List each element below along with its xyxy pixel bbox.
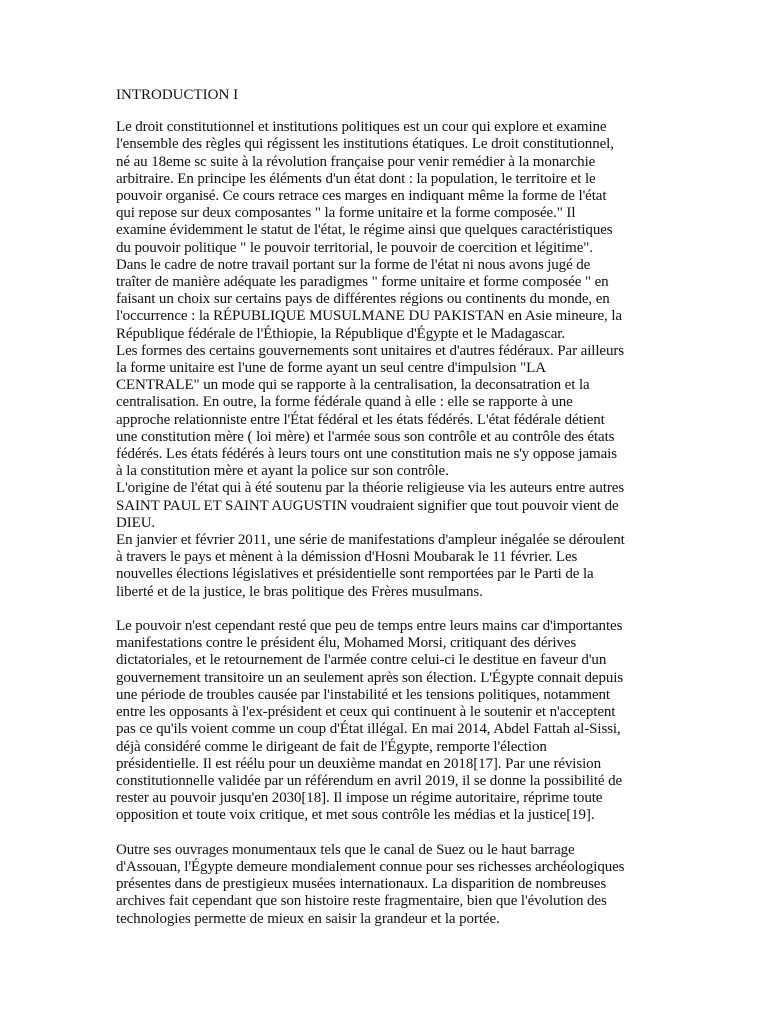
text-line: d'Assouan, l'Égypte demeure mondialement connue pour ses richesses archéologiques [116,858,625,875]
text-line: né au 18eme sc suite à la révolution française pour venir remédier à la monarchie [116,153,596,170]
text-line: une constitution mère ( loi mère) et l'armée sous son contrôle et au contrôle des états [116,428,615,445]
text-line: pas ce qu'ils voient comme un coup d'État illégal. En mai 2014, Abdel Fattah al-Sissi, [116,721,621,738]
text-line: arbitraire. En principe les éléments d'un état dont : la population, le territoire et le [116,170,596,187]
text-line: à travers le pays et mènent à la démission d'Hosni Moubarak le 11 février. Les [116,549,578,566]
document-title: INTRODUCTION I [116,87,239,103]
text-line: manifestations contre le président élu, Mohamed Morsi, critiquant des dérives [116,635,577,652]
text-line: pouvoir organisé. Ce cours retrace ces marges en indiquant même la forme de l'état [116,188,607,205]
paragraph-2 [116,618,768,824]
text-line: Le droit constitutionnel et institutions politiques est un cour qui explore et examine [116,119,607,136]
text-line: faisant un choix sur certains pays de différentes régions ou continents du monde, en [116,291,610,308]
text-line: technologies permette de mieux en saisir la grandeur et la portée. [116,910,500,927]
text-line: rester au pouvoir jusqu'en 2030[18]. Il impose un régime autoritaire, réprime toute [116,790,603,807]
text-line: DIEU. [116,514,156,531]
text-line: une période de troubles causée par l'instabilité et les tensions politiques, notamment [116,686,610,703]
text-line: l'occurrence : la RÉPUBLIQUE MUSULMANE DU PAKISTAN en Asie mineure, la [116,308,622,325]
paragraph-spacer [116,601,768,618]
text-line: du pouvoir politique " le pouvoir territorial, le pouvoir de coercition et légitime". [116,239,593,256]
text-line: nouvelles élections législatives et présidentielle sont remportées par le Parti de la [116,566,594,583]
text-line: présidentielle. Il est réélu pour un deuxième mandat en 2018[17]. Par une révision [116,755,601,772]
text-line: déjà considéré comme le dirigeant de fait de l'Égypte, remporte l'élection [116,738,547,755]
text-line: à la constitution mère et ayant la police sur son contrôle. [116,463,449,480]
text-line: qui repose sur deux composantes " la forme unitaire et la forme composée." Il [116,205,576,222]
paragraph-1 [116,119,768,601]
text-line: la forme unitaire est l'une de forme ayant un seul centre d'impulsion "LA [116,360,546,377]
paragraph-3 [116,842,768,928]
text-line: liberté et de la justice, le bras politique des Frères musulmans. [116,583,483,600]
text-line: L'origine de l'état qui à été soutenu par la théorie religieuse via les auteurs entre autres [116,480,625,497]
text-line: approche relationniste entre l'État fédéral et les états fédérés. L'état fédérale détient [116,411,605,428]
text-line: SAINT PAUL ET SAINT AUGUSTIN voudraient signifier que tout pouvoir vient de [116,497,619,514]
text-line: archives fait cependant que son histoire reste fragmentaire, bien que l'évolution des [116,893,607,910]
text-line: CENTRALE" un mode qui se rapporte à la centralisation, la deconsatration et la [116,377,590,394]
text-line: Les formes des certains gouvernements sont unitaires et d'autres fédéraux. Par ailleurs [116,342,624,359]
paragraph-spacer [116,825,768,842]
text-line: opposition et toute voix critique, et met sous contrôle les médias et la justice[19]. [116,807,595,824]
text-line: constitutionnelle validée par un référendum en avril 2019, il se donne la possibilité de [116,772,623,789]
text-line: gouvernement transitoire un an seulement après son élection. L'Égypte connait depuis [116,669,624,686]
text-line: Outre ses ouvrages monumentaux tels que le canal de Suez ou le haut barrage [116,841,575,858]
text-line: dictatoriales, et le retournement de l'armée contre celui-ci le destitue en faveur d'un [116,652,607,669]
text-line: Dans le cadre de notre travail portant sur la forme de l'état ni nous avons jugé de [116,256,591,273]
text-line: République fédérale de l'Éthiopie, la République d'Égypte et le Madagascar. [116,325,565,342]
text-line: En janvier et février 2011, une série de manifestations d'ampleur inégalée se déroulent [116,532,625,549]
text-line: Le pouvoir n'est cependant resté que peu de temps entre leurs mains car d'importantes [116,618,623,635]
text-line: l'ensemble des règles qui régissent les institutions étatiques. Le droit constitutionnel, [116,136,614,153]
text-line: traîter de manière adéquate les paradigmes " forme unitaire et forme composée " en [116,274,609,291]
text-line: centralisation. En outre, la forme fédérale quand à elle : elle se rapporte à une [116,394,573,411]
text-line: présentes dans de prestigieux musées internationaux. La disparition de nombreuses [116,876,607,893]
text-line: examine évidemment le statut de l'état, le régime ainsi que quelques caractéristiques [116,222,613,239]
text-line: fédérés. Les états fédérés à leurs tours ont une constitution mais ne s'y oppose jamais [116,446,617,463]
text-line: entre les opposants à l'ex-président et ceux qui continuent à le soutenir et n'acceptent [116,704,616,721]
